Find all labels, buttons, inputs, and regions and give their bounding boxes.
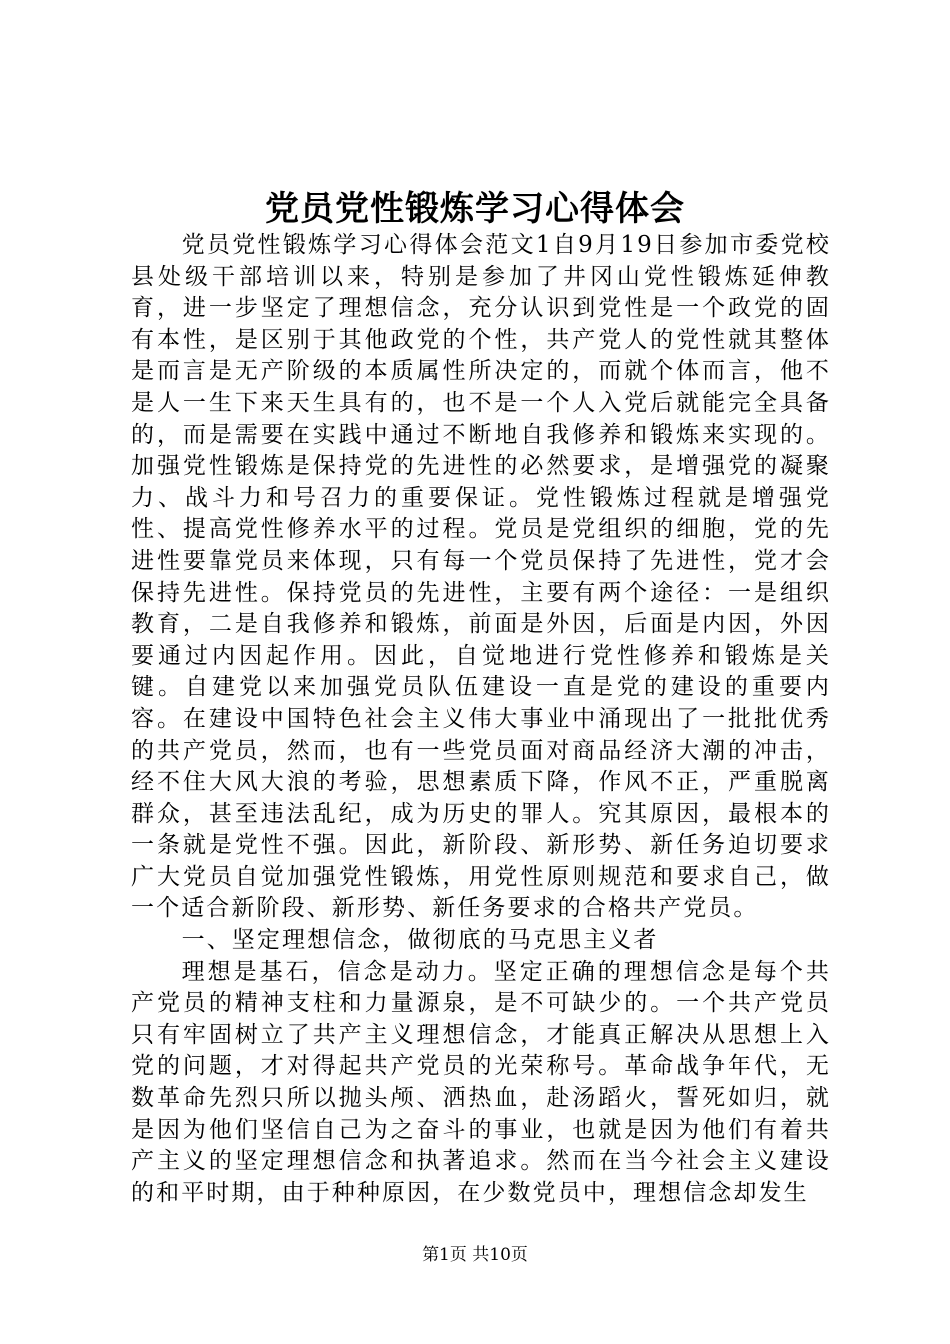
paragraph-section-1: 理想是基石，信念是动力。坚定正确的理想信念是每个共产党员的精神支柱和力量源泉，是不可缺少的。一个共产党员只有牢固树立了共产主义理想信念，才能真正解决从思想上入党的问题，才对得起共产党员的光荣称号。革命战争年代，无数革命先烈只所以抛头颅、洒热血，赴汤蹈火，誓死如归，就是因为他们坚信自己为之奋斗的事业，也就是因为他们有着共产主义的坚定理想信念和执著追求。然而在当今社会主义建设的和平时期，由于种种原因，在少数党员中，理想信念却发生 (131, 958, 831, 1206)
paragraph-intro: 党员党性锻炼学习心得体会范文1自9月19日参加市委党校县处级干部培训以来，特别是参加了井冈山党性锻炼延伸教育，进一步坚定了理想信念，充分认识到党性是一个政党的固有本性，是区别于其他政党的个性，共产党人的党性就其整体是而言是无产阶级的本质属性所决定的，而就个体而言，他不是人一生下来天生具有的，也不是一个人入党后就能完全具备的，而是需要在实践中通过不断地自我修养和锻炼来实现的。加强党性锻炼是保持党的先进性的必然要求，是增强党的凝聚力、战斗力和号召力的重要保证。党性锻炼过程就是增强党性、提高党性修养水平的过程。党员是党组织的细胞，党的先进性要靠党员来体现，只有每一个党员保持了先进性，党才会保持先进性。保持党员的先进性，主要有两个途径：一是组织教育，二是自我修养和锻炼，前面是外因，后面是内因，外因要通过内因起作用。因此，自觉地进行党性修养和锻炼是关键。自建党以来加强党员队伍建设一直是党的建设的重要内容。在建设中国特色社会主义伟大事业中涌现出了一批批优秀的共产党员，然而，也有一些党员面对商品经济大潮的冲击，经不住大风大浪的考验，思想素质下降，作风不正，严重脱离群众，甚至违法乱纪，成为历史的罪人。究其原因，最根本的一条就是党性不强。因此，新阶段、新形势、新任务迫切要求广大党员自觉加强党性锻炼，用党性原则规范和要求自己，做一个适合新阶段、新形势、新任务要求的合格共产党员。 (131, 232, 831, 922)
document-title: 党员党性锻炼学习心得体会 (265, 189, 685, 229)
page-number-footer: 第1页 共10页 (422, 1245, 528, 1265)
section-heading-1: 一、坚定理想信念，做彻底的马克思主义者 (181, 927, 659, 954)
document-body (131, 230, 831, 1209)
